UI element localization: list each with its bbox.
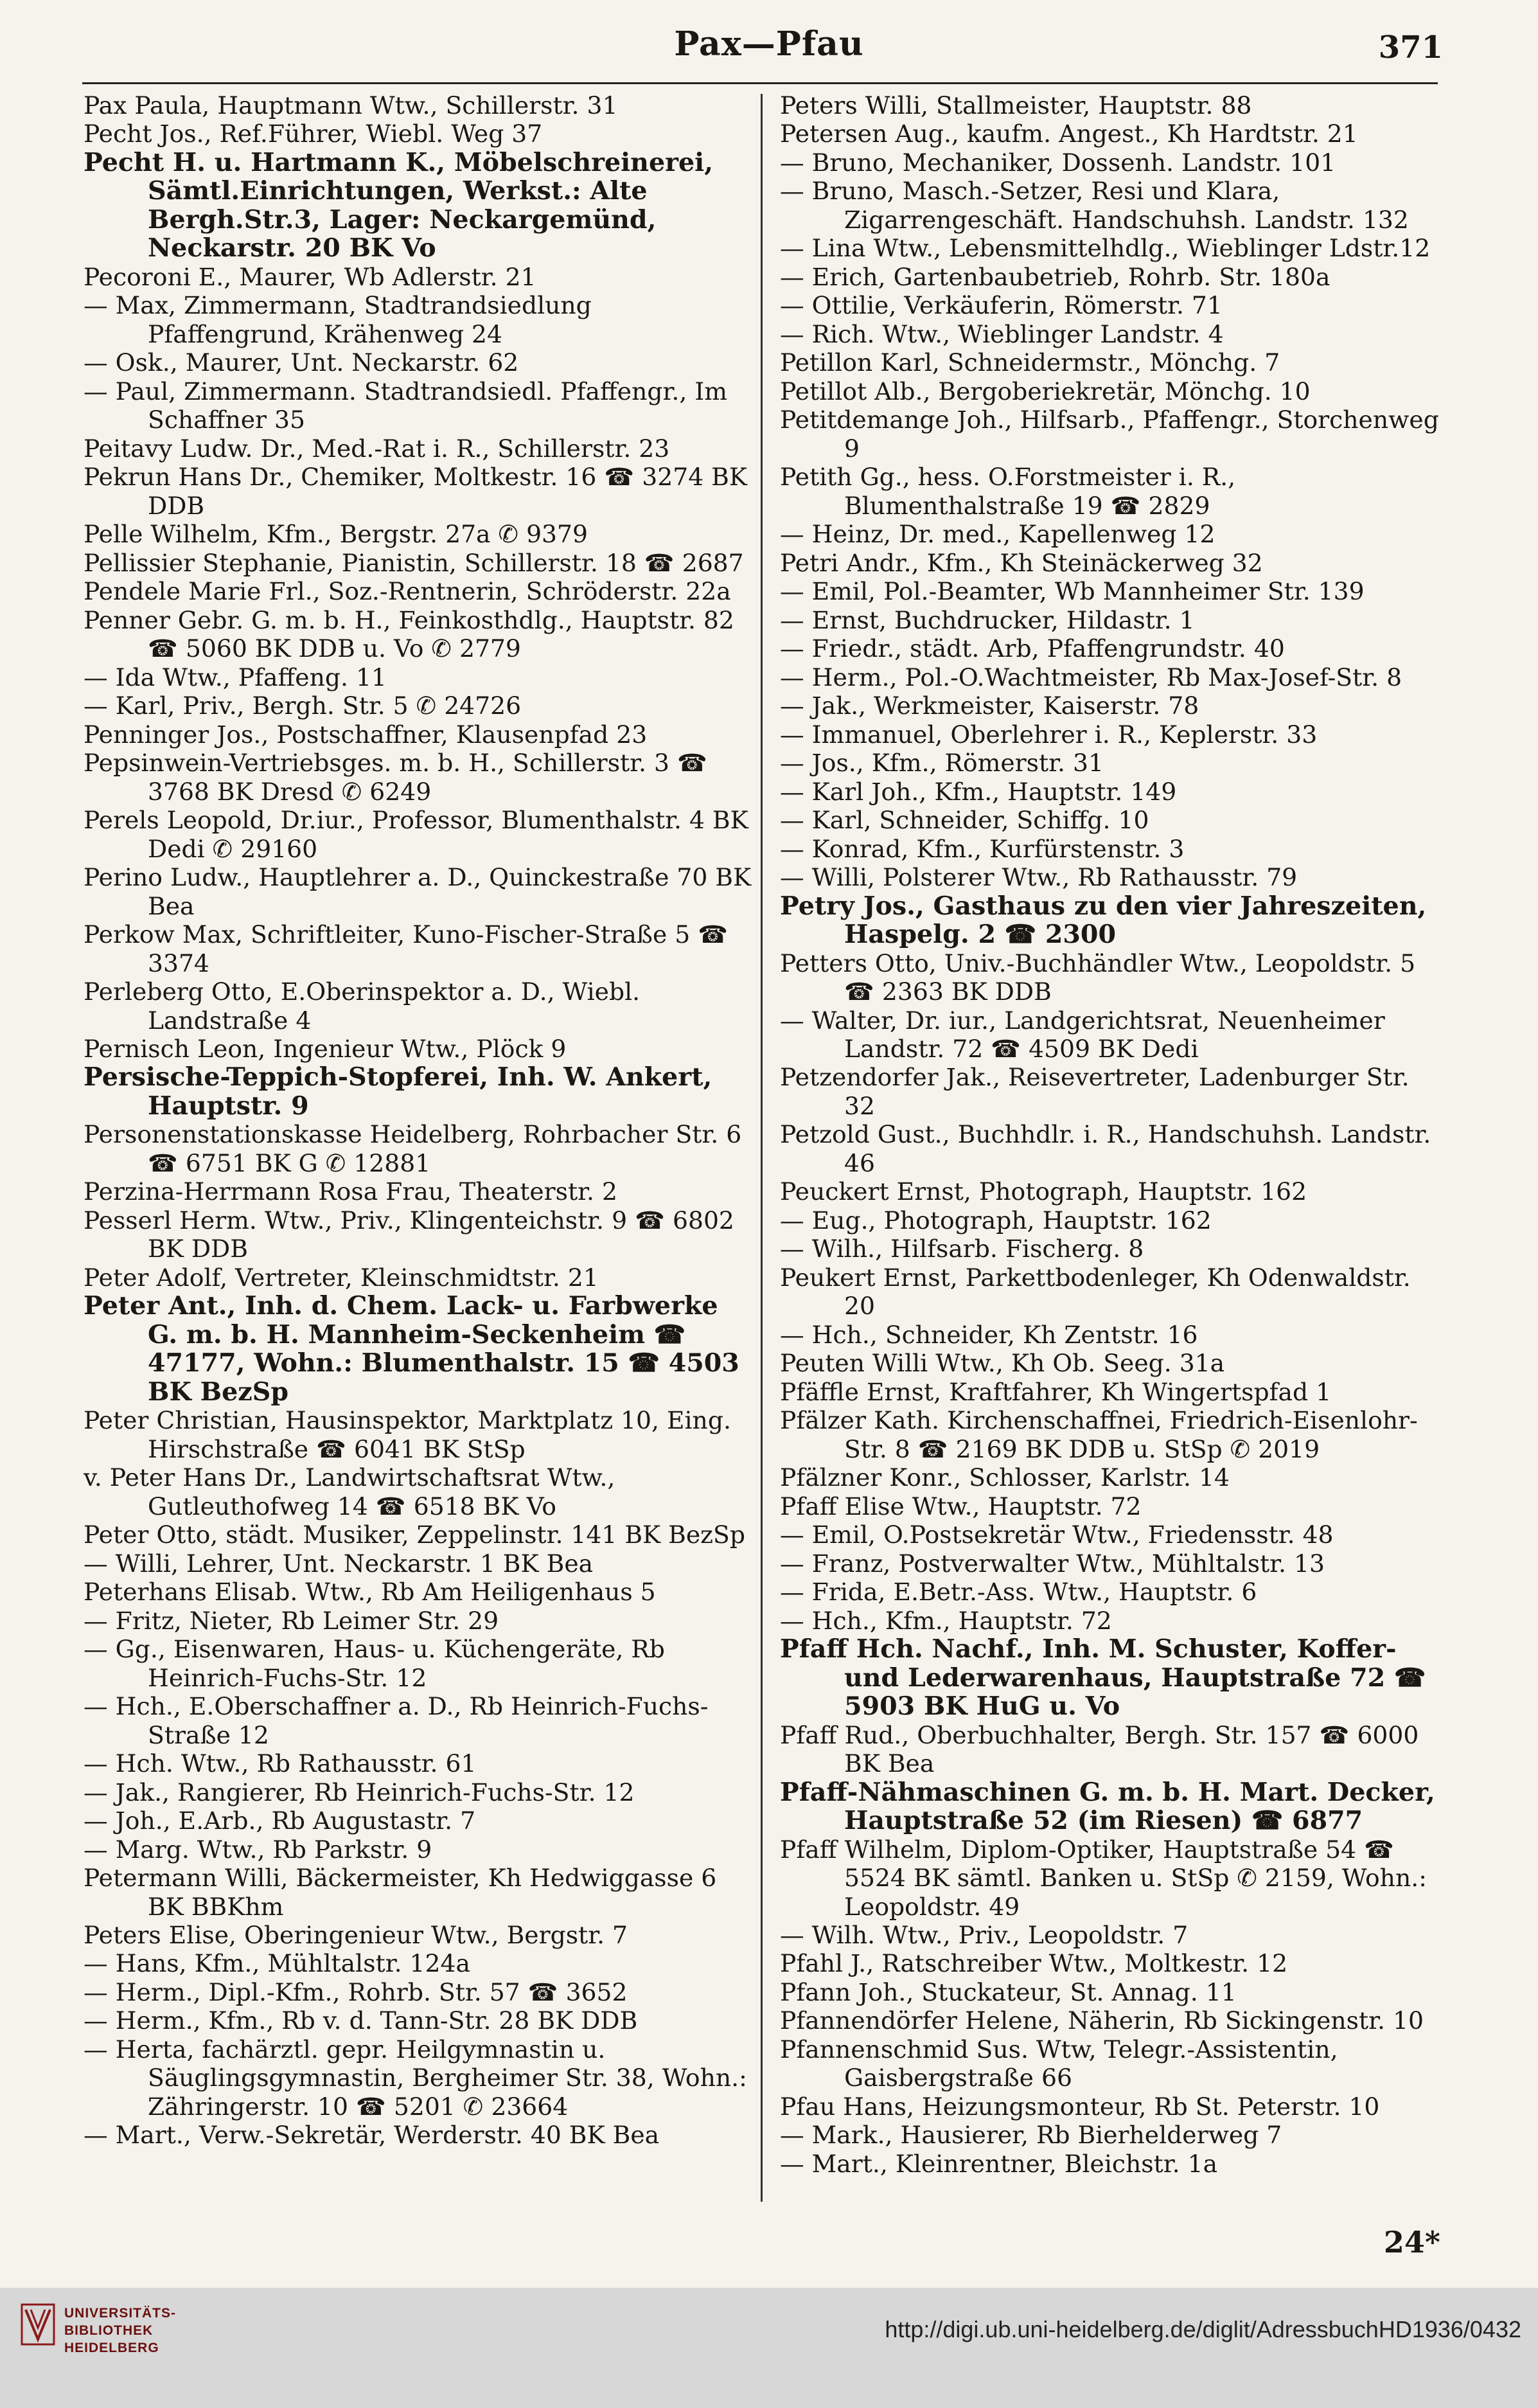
directory-entry: — Jos., Kfm., Römerstr. 31 [780, 749, 1104, 778]
directory-entry: — Max, Zimmermann, Stadtrandsiedlung Pfaffengrund, Krähenweg 24 [84, 291, 592, 348]
column-divider [761, 94, 763, 2202]
directory-entry: — Ernst, Buchdrucker, Hildastr. 1 [780, 605, 1195, 634]
directory-entry: — Herta, fachärztl. gepr. Heilgymnastin u. Säuglingsgymnastin, Bergheimer Str. 38, Wohn.: Zähringerstr. 10 ☎ 5201 ✆ 23664 [84, 2035, 747, 2121]
directory-entry: Peitavy Ludw. Dr., Med.-Rat i. R., Schillerstr. 23 [84, 434, 670, 463]
directory-entry: — Herm., Kfm., Rb v. d. Tann-Str. 28 BK DDB [84, 2006, 638, 2035]
library-name-line: BIBLIOTHEK [64, 2323, 154, 2338]
directory-entry: Pelle Wilhelm, Kfm., Bergstr. 27a ✆ 9379 [84, 520, 588, 549]
directory-entry: Penninger Jos., Postschaffner, Klausenpfad 23 [84, 720, 648, 749]
directory-entry: — Frida, E.Betr.-Ass. Wtw., Hauptstr. 6 [780, 1578, 1257, 1607]
directory-entry: Petry Jos., Gasthaus zu den vier Jahreszeiten, Haspelg. 2 ☎ 2300 [780, 891, 1427, 950]
directory-entry: — Jak., Werkmeister, Kaiserstr. 78 [780, 691, 1199, 720]
directory-entry: Petzendorfer Jak., Reisevertreter, Ladenburger Str. 32 [780, 1063, 1410, 1120]
directory-entry: Petitdemange Joh., Hilfsarb., Pfaffengr., Storchenweg 9 [780, 406, 1439, 463]
directory-entry: — Karl Joh., Kfm., Hauptstr. 149 [780, 777, 1177, 806]
directory-entry: Pfälzer Kath. Kirchenschaffnei, Friedrich-Eisenlohr-Str. 8 ☎ 2169 BK DDB u. StSp ✆ 2019 [780, 1406, 1418, 1463]
directory-entry: — Emil, Pol.-Beamter, Wb Mannheimer Str. 139 [780, 577, 1365, 606]
directory-entry: Peter Adolf, Vertreter, Kleinschmidtstr. 21 [84, 1263, 599, 1292]
directory-entry: Persische-Teppich-Stopferei, Inh. W. Ankert, Hauptstr. 9 [84, 1062, 712, 1121]
directory-entry: — Willi, Lehrer, Unt. Neckarstr. 1 BK Bea [84, 1549, 594, 1578]
library-name [64, 2305, 176, 2357]
directory-entry: Pfäffle Ernst, Kraftfahrer, Kh Wingertspfad 1 [780, 1377, 1332, 1406]
directory-entry: — Herm., Dipl.-Kfm., Rohrb. Str. 57 ☎ 3652 [84, 1977, 628, 2006]
directory-entry: — Gg., Eisenwaren, Haus- u. Küchengeräte, Rb Heinrich-Fuchs-Str. 12 [84, 1635, 665, 1692]
directory-entry: — Ottilie, Verkäuferin, Römerstr. 71 [780, 291, 1223, 320]
directory-entry: Perzina-Herrmann Rosa Frau, Theaterstr. 2 [84, 1177, 617, 1206]
directory-entry: — Ida Wtw., Pfaffeng. 11 [84, 663, 387, 691]
directory-entry: — Mart., Kleinrentner, Bleichstr. 1a [780, 2149, 1218, 2178]
directory-entry: — Osk., Maurer, Unt. Neckarstr. 62 [84, 348, 519, 377]
directory-entry: Peters Elise, Oberingenieur Wtw., Bergstr. 7 [84, 1921, 628, 1949]
directory-entry: — Jak., Rangierer, Rb Heinrich-Fuchs-Str. 12 [84, 1778, 635, 1806]
directory-entry: Petillot Alb., Bergoberiekretär, Mönchg. 10 [780, 377, 1311, 406]
directory-entry: — Rich. Wtw., Wieblinger Landstr. 4 [780, 319, 1224, 348]
directory-entry: Perels Leopold, Dr.iur., Professor, Blumenthalstr. 4 BK Dedi ✆ 29160 [84, 806, 748, 863]
directory-entry: Petermann Willi, Bäckermeister, Kh Hedwiggasse 6 BK BBKhm [84, 1864, 717, 1921]
directory-entry: — Walter, Dr. iur., Landgerichtsrat, Neuenheimer Landstr. 72 ☎ 4509 BK Dedi [780, 1006, 1385, 1063]
directory-entry: — Bruno, Mechaniker, Dossenh. Landstr. 101 [780, 148, 1336, 177]
directory-entry: Petillon Karl, Schneidermstr., Mönchg. 7 [780, 348, 1280, 377]
directory-entry: Peter Otto, städt. Musiker, Zeppelinstr. 141 BK BezSp [84, 1521, 745, 1549]
directory-entry: Petters Otto, Univ.-Buchhändler Wtw., Leopoldstr. 5 ☎ 2363 BK DDB [780, 949, 1416, 1006]
directory-entry: Pfaff Hch. Nachf., Inh. M. Schuster, Koffer- und Lederwarenhaus, Hauptstraße 72 ☎ 5903 BK HuG u. Vo [780, 1634, 1426, 1722]
directory-entry: Pfaff-Nähmaschinen G. m. b. H. Mart. Decker, Hauptstraße 52 (im Riesen) ☎ 6877 [780, 1777, 1435, 1836]
page-number: 371 [1378, 30, 1443, 66]
left-column [84, 91, 752, 2150]
viewer-footer [0, 2288, 1538, 2408]
directory-entry: Peuten Willi Wtw., Kh Ob. Seeg. 31a [780, 1349, 1225, 1378]
directory-entry: — Heinz, Dr. med., Kapellenweg 12 [780, 520, 1215, 549]
directory-entry: — Paul, Zimmermann. Stadtrandsiedl. Pfaffengr., Im Schaffner 35 [84, 377, 727, 434]
directory-entry: — Karl, Priv., Bergh. Str. 5 ✆ 24726 [84, 691, 522, 720]
directory-entry: Pfahl J., Ratschreiber Wtw., Moltkestr. 12 [780, 1949, 1288, 1978]
directory-entry: — Eug., Photograph, Hauptstr. 162 [780, 1206, 1212, 1235]
library-name-line: HEIDELBERG [64, 2341, 159, 2355]
directory-entry: — Erich, Gartenbaubetrieb, Rohrb. Str. 180a [780, 262, 1330, 291]
directory-entry: Perleberg Otto, E.Oberinspektor a. D., Wiebl. Landstraße 4 [84, 977, 641, 1035]
directory-entry: — Hch., Kfm., Hauptstr. 72 [780, 1606, 1112, 1635]
directory-entry: Pecht Jos., Ref.Führer, Wiebl. Weg 37 [84, 120, 543, 148]
directory-entry: — Marg. Wtw., Rb Parkstr. 9 [84, 1835, 432, 1864]
directory-entry: — Wilh. Wtw., Priv., Leopoldstr. 7 [780, 1921, 1189, 1949]
directory-entry: Pfälzner Konr., Schlosser, Karlstr. 14 [780, 1463, 1230, 1492]
source-url-link[interactable]: http://digi.ub.uni-heidelberg.de/diglit/AdressbuchHD1936/0432 [885, 2316, 1521, 2342]
directory-entry: — Lina Wtw., Lebensmittelhdlg., Wieblinger Ldstr.12 [780, 234, 1431, 263]
directory-entry: Petersen Aug., kaufm. Angest., Kh Hardtstr. 21 [780, 120, 1358, 148]
directory-entry: Pfannendörfer Helene, Näherin, Rb Sickingenstr. 10 [780, 2006, 1424, 2035]
directory-entry: Peter Ant., Inh. d. Chem. Lack- u. Farbwerke G. m. b. H. Mannheim-Seckenheim ☎ 47177, Wohn.: Blumenthalstr. 15 ☎ 4503 BK BezSp [84, 1291, 739, 1407]
directory-entry: Penner Gebr. G. m. b. H., Feinkosthdlg., Hauptstr. 82 ☎ 5060 BK DDB u. Vo ✆ 2779 [84, 605, 734, 663]
directory-entry: Pfann Joh., Stuckateur, St. Annag. 11 [780, 1977, 1237, 2006]
directory-entry: Pfaff Wilhelm, Diplom-Optiker, Hauptstraße 54 ☎ 5524 BK sämtl. Banken u. StSp ✆ 2159, Wohn.: Leopoldstr. 49 [780, 1835, 1427, 1921]
directory-entry: — Friedr., städt. Arb, Pfaffengrundstr. 40 [780, 634, 1285, 663]
directory-entry: — Joh., E.Arb., Rb Augustastr. 7 [84, 1806, 476, 1835]
directory-entry: Pecoroni E., Maurer, Wb Adlerstr. 21 [84, 262, 536, 291]
directory-entry: — Karl, Schneider, Schiffg. 10 [780, 806, 1149, 835]
directory-entry: — Immanuel, Oberlehrer i. R., Keplerstr. 33 [780, 720, 1318, 749]
library-logo-icon [19, 2302, 57, 2347]
directory-entry: — Hans, Kfm., Mühltalstr. 124a [84, 1949, 470, 1978]
signature-mark: 24* [1383, 2225, 1440, 2260]
directory-entry: Pendele Marie Frl., Soz.-Rentnerin, Schröderstr. 22a [84, 577, 731, 606]
directory-entry: Peters Willi, Stallmeister, Hauptstr. 88 [780, 91, 1252, 120]
directory-entry: Petith Gg., hess. O.Forstmeister i. R., Blumenthalstraße 19 ☎ 2829 [780, 463, 1236, 520]
directory-entry: — Emil, O.Postsekretär Wtw., Friedensstr. 48 [780, 1521, 1334, 1549]
directory-entry: Perino Ludw., Hauptlehrer a. D., Quinckestraße 70 BK Bea [84, 863, 752, 920]
directory-entry: Pecht H. u. Hartmann K., Möbelschreinerei, Sämtl.Einrichtungen, Werkst.: Alte Bergh.Str.3, Lager: Neckargemünd, Neckarstr. 20 BK Vo [84, 147, 713, 263]
directory-entry: Pellissier Stephanie, Pianistin, Schillerstr. 18 ☎ 2687 [84, 548, 744, 577]
directory-entry: — Hch., E.Oberschaffner a. D., Rb Heinrich-Fuchs-Straße 12 [84, 1692, 709, 1749]
directory-entry: Peter Christian, Hausinspektor, Marktplatz 10, Eing. Hirschstraße ☎ 6041 BK StSp [84, 1406, 731, 1463]
directory-entry: Pfaff Elise Wtw., Hauptstr. 72 [780, 1492, 1142, 1521]
directory-entry: Pekrun Hans Dr., Chemiker, Moltkestr. 16 ☎ 3274 BK DDB [84, 463, 748, 520]
library-name-line: UNIVERSITÄTS- [64, 2306, 177, 2321]
directory-entry: Pax Paula, Hauptmann Wtw., Schillerstr. 31 [84, 91, 618, 120]
page-title: Pax—Pfau [674, 24, 864, 64]
directory-entry: — Hch. Wtw., Rb Rathausstr. 61 [84, 1749, 477, 1778]
right-column [780, 91, 1442, 2178]
directory-entry: Pepsinwein-Vertriebsges. m. b. H., Schillerstr. 3 ☎ 3768 BK Dresd ✆ 6249 [84, 749, 707, 806]
directory-entry: Pernisch Leon, Ingenieur Wtw., Plöck 9 [84, 1034, 567, 1063]
directory-entry: — Konrad, Kfm., Kurfürstenstr. 3 [780, 834, 1185, 863]
directory-entry: Perkow Max, Schriftleiter, Kuno-Fischer-Straße 5 ☎ 3374 [84, 920, 729, 977]
directory-entry: — Mark., Hausierer, Rb Bierhelderweg 7 [780, 2121, 1282, 2150]
directory-entry: Peukert Ernst, Parkettbodenleger, Kh Odenwaldstr. 20 [780, 1263, 1411, 1321]
directory-entry: Pfaff Rud., Oberbuchhalter, Bergh. Str. 157 ☎ 6000 BK Bea [780, 1720, 1419, 1778]
directory-entry: — Willi, Polsterer Wtw., Rb Rathausstr. 79 [780, 863, 1298, 892]
directory-entry: Pfannenschmid Sus. Wtw, Telegr.-Assistentin, Gaisbergstraße 66 [780, 2035, 1338, 2092]
directory-entry: Pesserl Herm. Wtw., Priv., Klingenteichstr. 9 ☎ 6802 BK DDB [84, 1206, 734, 1263]
directory-entry: Personenstationskasse Heidelberg, Rohrbacher Str. 6 ☎ 6751 BK G ✆ 12881 [84, 1120, 742, 1177]
directory-entry: Petzold Gust., Buchhdlr. i. R., Handschuhsh. Landstr. 46 [780, 1120, 1431, 1177]
header-rule [82, 82, 1438, 84]
directory-entry: Peuckert Ernst, Photograph, Hauptstr. 162 [780, 1177, 1307, 1206]
directory-entry: — Bruno, Masch.-Setzer, Resi und Klara, Zigarrengeschäft. Handschuhsh. Landstr. 132 [780, 177, 1409, 234]
directory-entry: — Mart., Verw.-Sekretär, Werderstr. 40 BK Bea [84, 2121, 660, 2150]
directory-entry: — Franz, Postverwalter Wtw., Mühltalstr. 13 [780, 1549, 1325, 1578]
directory-entry: Petri Andr., Kfm., Kh Steinäckerweg 32 [780, 548, 1263, 577]
directory-entry: — Herm., Pol.-O.Wachtmeister, Rb Max-Josef-Str. 8 [780, 663, 1402, 691]
directory-entry: v. Peter Hans Dr., Landwirtschaftsrat Wtw., Gutleuthofweg 14 ☎ 6518 BK Vo [84, 1463, 615, 1521]
directory-entry: — Wilh., Hilfsarb. Fischerg. 8 [780, 1235, 1144, 1263]
directory-entry: Peterhans Elisab. Wtw., Rb Am Heiligenhaus 5 [84, 1578, 656, 1607]
directory-entry: — Hch., Schneider, Kh Zentstr. 16 [780, 1320, 1198, 1349]
directory-entry: Pfau Hans, Heizungsmonteur, Rb St. Peterstr. 10 [780, 2092, 1380, 2121]
directory-entry: — Fritz, Nieter, Rb Leimer Str. 29 [84, 1606, 499, 1635]
